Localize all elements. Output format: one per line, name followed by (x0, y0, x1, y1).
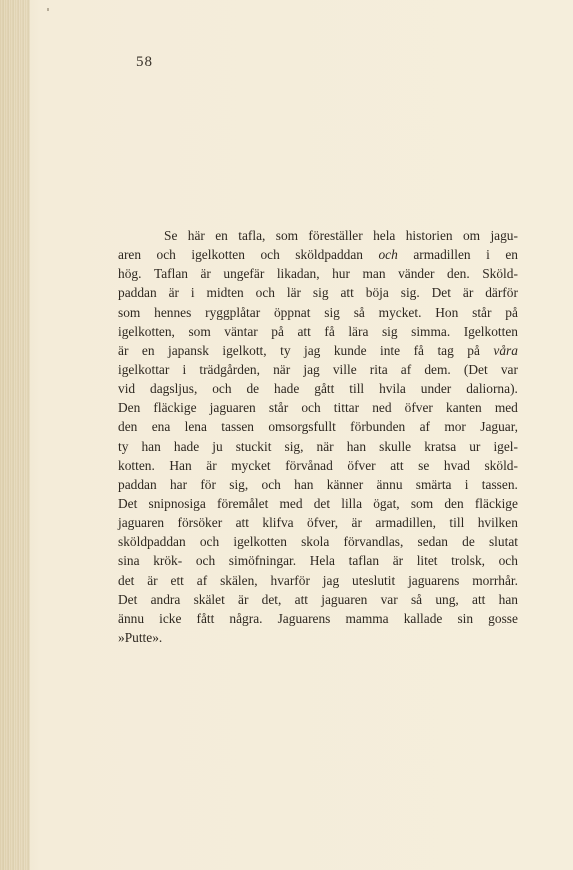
word: sköld- (484, 457, 518, 473)
word: igelkotten (191, 247, 245, 263)
word: är (118, 342, 129, 358)
word: att (297, 323, 311, 339)
word: lär (286, 285, 302, 301)
word: står (472, 304, 492, 320)
word: hela (373, 228, 396, 243)
text-line (118, 303, 518, 322)
word: den (444, 495, 464, 511)
word: Sköld- (482, 266, 518, 282)
word: lära (348, 323, 369, 339)
word: igelkott, (222, 342, 267, 358)
word: på (271, 323, 284, 339)
word: en (141, 342, 155, 358)
text-line (118, 245, 518, 264)
word: öfver (347, 457, 376, 473)
word: jaguaren (209, 400, 256, 416)
body-paragraph (118, 226, 518, 647)
word: till (349, 381, 365, 397)
word: skulle (379, 438, 412, 454)
word: vid (118, 381, 136, 397)
text-line (118, 341, 518, 360)
text-line (118, 456, 518, 475)
word: man (362, 266, 386, 282)
word: jaguarens (408, 572, 460, 588)
word: en (215, 228, 228, 243)
word: och (498, 553, 518, 569)
word: Se (164, 228, 178, 243)
word: få (413, 342, 424, 358)
word: trolsk, (451, 553, 485, 569)
word: ung, (435, 591, 459, 607)
word: skälet (193, 591, 225, 607)
word: att (340, 285, 354, 301)
word: Det (118, 591, 138, 607)
word: sig (312, 285, 329, 301)
word: de (462, 534, 475, 550)
word: ty (280, 342, 291, 358)
word: kotten. (118, 457, 155, 473)
word: och (260, 247, 280, 263)
word: ju (212, 438, 223, 454)
word: jaguaren (118, 515, 165, 531)
word: i (486, 247, 490, 263)
word: med (279, 495, 303, 511)
word: Hon (435, 304, 459, 320)
word: midten (206, 285, 244, 301)
word: gått (314, 381, 335, 397)
word: jag (303, 342, 321, 358)
word: sig, (229, 476, 249, 492)
text-line (118, 609, 518, 628)
word: få (324, 323, 335, 339)
word: ned (372, 400, 392, 416)
text-line (118, 437, 518, 456)
word: sig (381, 323, 398, 339)
word: de (246, 381, 260, 397)
word: sina (118, 553, 140, 569)
word: krök- (153, 553, 183, 569)
word: hög. (118, 266, 142, 282)
word: smärta (415, 476, 452, 492)
word: daliorna). (466, 381, 518, 397)
word: sig (324, 304, 340, 320)
word: Hela (309, 553, 335, 569)
word: med (494, 400, 518, 416)
word: föremålet (216, 495, 269, 511)
word: stuckit (235, 438, 272, 454)
word: morrhår. (472, 572, 518, 588)
word: lilla (341, 495, 363, 511)
word: Igelkotten (463, 323, 518, 339)
word: fått (196, 610, 215, 626)
word: Jaguarens (277, 610, 331, 626)
word: jag (303, 361, 320, 377)
word: vänder (398, 266, 435, 282)
word: och (195, 553, 216, 569)
word: det (118, 572, 135, 588)
word: ena (151, 419, 171, 435)
word: han (346, 438, 367, 454)
word: paddan (118, 285, 157, 301)
word: snipnosiga (148, 495, 206, 511)
word: fläckige (474, 495, 518, 511)
word: dagsljus, (150, 381, 198, 397)
word: litet (416, 553, 438, 569)
word: kunde (333, 342, 367, 358)
word: hvad (443, 457, 470, 473)
word: mamma (345, 610, 389, 626)
word: hvila (379, 381, 406, 397)
text-line (118, 264, 518, 283)
text-line (118, 628, 518, 647)
word: är (238, 591, 249, 607)
word: hur (332, 266, 350, 282)
word: Den (118, 400, 141, 416)
word: om (462, 228, 481, 243)
word: aren (118, 247, 142, 263)
word: som (275, 228, 299, 243)
word: ännu (118, 610, 145, 626)
word: i (190, 285, 195, 301)
word: inte (380, 342, 401, 358)
word: icke (159, 610, 182, 626)
word: mycket (231, 457, 271, 473)
word: armadillen, (375, 515, 436, 531)
word: på (505, 304, 518, 320)
word: öfver, (307, 515, 339, 531)
text-line (118, 551, 518, 570)
word: Han (169, 457, 192, 473)
word: taflan (348, 553, 380, 569)
word: se (418, 457, 430, 473)
word: så (353, 304, 365, 320)
word: rita (369, 361, 388, 377)
word: ungefär (223, 266, 265, 282)
word: han (141, 438, 161, 454)
word: ty (118, 438, 129, 454)
word: igelkotten (233, 534, 287, 550)
word: i (182, 361, 187, 377)
word: och (212, 381, 232, 397)
word: till (449, 515, 465, 531)
word: tittar (333, 400, 360, 416)
word: tafla, (238, 228, 266, 243)
word: det, (261, 591, 282, 607)
word: Det (118, 495, 138, 511)
word: förvandlas, (343, 534, 404, 550)
word: föreställer (308, 228, 363, 243)
text-line (118, 513, 518, 532)
word: sig, (284, 438, 304, 454)
word: japansk (167, 342, 209, 358)
text-line (118, 379, 518, 398)
word: att (294, 591, 309, 607)
word: andra (150, 591, 181, 607)
word: skola (301, 534, 330, 550)
word: kratsa (424, 438, 457, 454)
text-line (118, 475, 518, 494)
page-edge-binding (0, 0, 30, 870)
word: sköldpaddan (118, 534, 186, 550)
text-line (118, 398, 518, 417)
word: under (420, 381, 452, 397)
word: hennes (154, 304, 192, 320)
word: jagu- (490, 228, 518, 243)
word: likadan, (276, 266, 320, 282)
word: gosse (488, 610, 518, 626)
word: tassen (221, 419, 255, 435)
word: på (467, 342, 480, 358)
word: ur (469, 438, 481, 454)
word: dem. (424, 361, 451, 377)
word: ett (170, 572, 184, 588)
word: klifva (262, 515, 294, 531)
word: kallade (403, 610, 443, 626)
word: förbunden (350, 419, 406, 435)
word: af (196, 572, 208, 588)
word: Taflan (153, 266, 188, 282)
word: igel- (493, 438, 518, 454)
word: när (316, 438, 334, 454)
word: när (273, 361, 291, 377)
word: och (261, 476, 281, 492)
word: böja (365, 285, 389, 301)
word: paddan (118, 476, 157, 492)
word: skälen, (220, 572, 258, 588)
word: är (392, 553, 404, 569)
word: sedan (417, 534, 449, 550)
word: ville (332, 361, 357, 377)
word: af (400, 361, 412, 377)
word: öppnat (273, 304, 311, 320)
word: och (255, 285, 275, 301)
text-line (118, 532, 518, 551)
word: hvarför (270, 572, 310, 588)
word: och (378, 247, 398, 263)
word: lena (184, 419, 207, 435)
word: han (294, 476, 314, 492)
word: fläckige (153, 400, 197, 416)
text-line (118, 226, 518, 245)
word: mycket. (378, 304, 422, 320)
word: att (472, 591, 486, 607)
word: trädgården, (199, 361, 260, 377)
word: sin (457, 610, 474, 626)
text-line (118, 494, 518, 513)
word: står (268, 400, 289, 416)
word: jag (322, 572, 340, 588)
text-line (118, 322, 518, 341)
word: tassen. (481, 476, 518, 492)
word: omsorgsfullt (268, 419, 336, 435)
word: som (118, 304, 141, 320)
word: hvilken (477, 515, 518, 531)
word: igelkotten, (118, 323, 175, 339)
word: försöker (177, 515, 223, 531)
text-line (118, 590, 518, 609)
word: och (156, 247, 176, 263)
word: är (200, 266, 211, 282)
page-number: 58 (136, 54, 153, 70)
text-line (118, 417, 518, 436)
word: sköldpaddan (295, 247, 363, 263)
word: ryggplåtar (205, 304, 261, 320)
word: några. (229, 610, 263, 626)
word: som (188, 323, 211, 339)
word: Jaguar, (480, 419, 518, 435)
word: slutat (488, 534, 518, 550)
text-line (118, 283, 518, 302)
word: mor (444, 419, 466, 435)
word: var (500, 361, 518, 377)
word: sig. (400, 285, 420, 301)
word: känner (326, 476, 364, 492)
word: ännu (376, 476, 403, 492)
word: är (462, 285, 474, 301)
word: armadillen (413, 247, 471, 263)
word: därför (485, 285, 518, 301)
word: ögat, (373, 495, 400, 511)
word: hade (173, 438, 200, 454)
word: i (464, 476, 469, 492)
word: är (206, 457, 217, 473)
word: simöfningar. (228, 553, 297, 569)
word: uteslutit (352, 572, 396, 588)
word: »Putte». (118, 629, 163, 645)
text-line (118, 571, 518, 590)
word: en (505, 247, 518, 263)
word: den. (447, 266, 470, 282)
word: är (147, 572, 158, 588)
word: för (200, 476, 216, 492)
word: och (199, 534, 220, 550)
word: som (410, 495, 434, 511)
word: har (169, 476, 188, 492)
word: han (498, 591, 518, 607)
word: och (301, 400, 321, 416)
word: väntar (224, 323, 258, 339)
word: (Det (463, 361, 488, 377)
word: öfver (404, 400, 433, 416)
word: här (187, 228, 205, 243)
word: igelkottar (118, 361, 170, 377)
word: det (313, 495, 331, 511)
word: förvånad (285, 457, 333, 473)
word: historien (405, 228, 453, 243)
word: att (235, 515, 249, 531)
word: är (168, 285, 179, 301)
word: är (351, 515, 362, 531)
word: tag (437, 342, 454, 358)
specks (47, 8, 49, 11)
word: af (419, 419, 430, 435)
word: hade (274, 381, 300, 397)
word: våra (493, 342, 518, 358)
word: så (410, 591, 423, 607)
word: att (390, 457, 404, 473)
word: simma. (411, 323, 451, 339)
word: jaguaren (321, 591, 368, 607)
text-line (118, 360, 518, 379)
word: den (118, 419, 138, 435)
word: Det (431, 285, 451, 301)
word: var (380, 591, 398, 607)
word: kanten (446, 400, 482, 416)
